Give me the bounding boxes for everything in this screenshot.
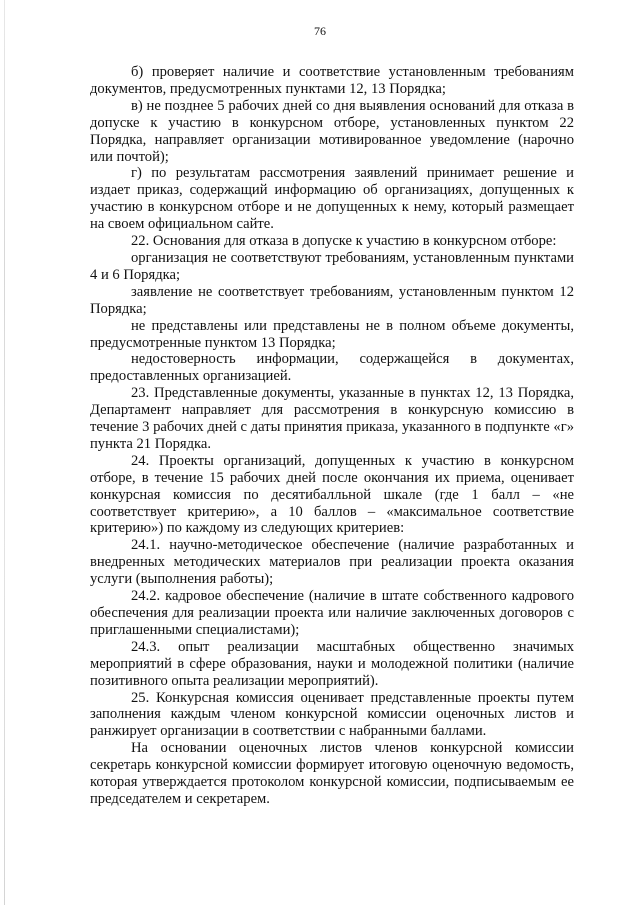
paragraph-24-1: 24.1. научно-методическое обеспечение (наличие разработанных и внедренных методических материалов при реализации проекта оказания услуги (выполнения работы); xyxy=(90,537,574,588)
paragraph-25-continued: На основании оценочных листов членов конкурсной комиссии секретарь конкурсной комиссии формирует итоговую оценочную ведомость, которая утверждается протоколом конкурсной комиссии, подписываемым ее председателем и секретарем. xyxy=(90,740,574,807)
paragraph-22-item-3: не представлены или представлены не в полном объеме документы, предусмотренные пунктом 13 Порядка; xyxy=(90,317,574,351)
paragraph-21g: г) по результатам рассмотрения заявлений принимает решение и издает приказ, содержащий информацию об организациях, допущенных к участию в конкурсном отборе и не допущенных к нему, который размещает на своем официальном сайте. xyxy=(90,165,574,233)
paragraph-24-3: 24.3. опыт реализации масштабных общественно значимых мероприятий в сфере образования, науки и молодежной политики (наличие позитивного опыта реализации мероприятий). xyxy=(90,638,574,689)
paragraph-23: 23. Представленные документы, указанные в пунктах 12, 13 Порядка, Департамент направляет для рассмотрения в конкурсную комиссию в течение 3 рабочих дней с даты принятия приказа, указанного в подпункте «г» пункта 21 Порядка. xyxy=(90,385,574,452)
scan-edge xyxy=(4,0,5,905)
paragraph-22-item-4: недостоверность информации, содержащейся в документах, предоставленных организацией. xyxy=(90,351,574,385)
paragraph-21b: б) проверяет наличие и соответствие установленным требованиям документов, предусмотренных пунктами 12, 13 Порядка; xyxy=(90,64,574,97)
paragraph-21v: в) не позднее 5 рабочих дней со дня выявления оснований для отказа в допуске к участию в конкурсном отборе, установленных пунктом 22 Порядка, направляет организации мотивированное уведомление (нарочно или почтой); xyxy=(90,97,574,165)
page-number: 76 xyxy=(314,24,326,38)
paragraph-24-2: 24.2. кадровое обеспечение (наличие в штате собственного кадрового обеспечения для реализации проекта или наличие заключенных договоров с приглашенными специалистами); xyxy=(90,588,574,638)
paragraph-22-item-2: заявление не соответствует требованиям, установленным пунктом 12 Порядка; xyxy=(90,283,574,317)
paragraph-22-item-1: организация не соответствуют требованиям, установленным пунктами 4 и 6 Порядка; xyxy=(90,249,574,283)
document-body xyxy=(90,64,574,808)
paragraph-22: 22. Основания для отказа в допуске к участию в конкурсном отборе: xyxy=(131,233,557,250)
paragraph-25: 25. Конкурсная комиссия оценивает представленные проекты путем заполнения каждым членом конкурсной комиссии оценочных листов и ранжирует организации в соответствии с набранными баллами. xyxy=(90,689,574,740)
paragraph-24: 24. Проекты организаций, допущенных к участию в конкурсном отборе, в течение 15 рабочих дней после окончания их приема, оценивает конкурсная комиссия по десятибалльной шкале (где 1 балл – «не соответствует критерию», а 10 баллов – «максимальное соответствие критерию») по каждому из следующих критериев: xyxy=(90,452,574,537)
